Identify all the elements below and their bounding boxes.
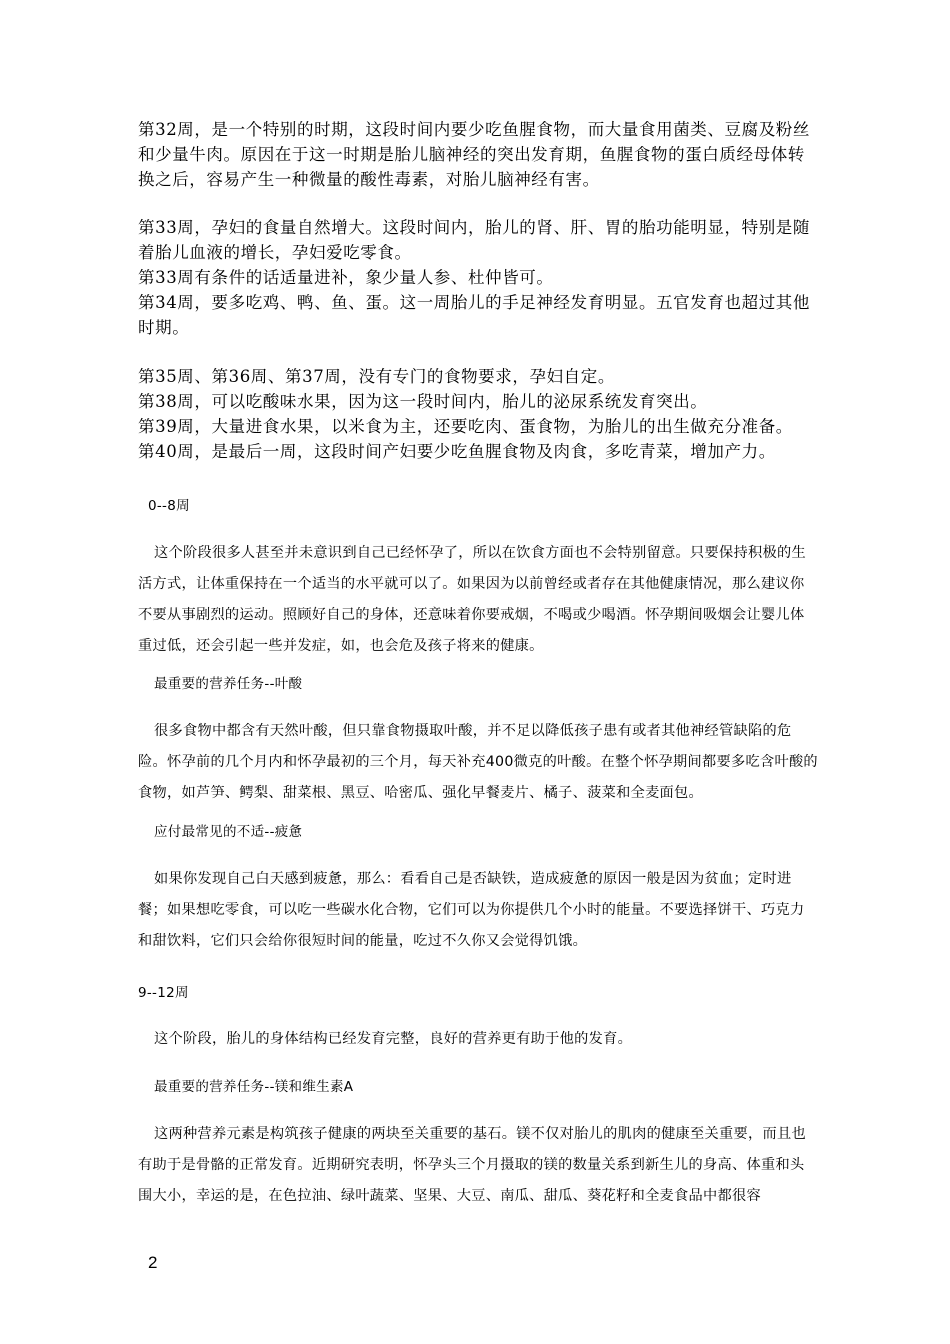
fatigue-paragraph: 如果你发现自己白天感到疲惫，那么：看看自己是否缺铁，造成疲惫的原因一般是因为贫血；定时进餐；如果想吃零食，可以吃一些碳水化合物，它们可以为你提供几个小时的能量。不要选择饼干、巧克力和甜饮料，它们只会给你很短时间的能量，吃过不久你又会觉得饥饿。 [138, 871, 805, 949]
heading-weeks-0-8: 0--8周 [148, 498, 190, 514]
heading-weeks-9-12: 9--12周 [138, 985, 189, 1001]
week33-paragraph: 第33周，孕妇的食量自然增大。这段时间内，胎儿的肾、肝、胃的胎功能明显，特别是随着胎儿血液的增长，孕妇爱吃零食。 [138, 218, 810, 262]
week40-paragraph: 第40周，是最后一周，这段时间产妇要少吃鱼腥食物及肉食，多吃青菜，增加产力。 [138, 442, 776, 461]
weeks-9-12-paragraph: 这个阶段，胎儿的身体结构已经发育完整，良好的营养更有助于他的发育。 [154, 1031, 633, 1047]
heading-folic-acid: 最重要的营养任务--叶酸 [154, 676, 303, 692]
week34-paragraph: 第34周，要多吃鸡、鸭、鱼、蛋。这一周胎儿的手足神经发育明显。五官发育也超过其他时期。 [138, 293, 810, 337]
magnesium-paragraph: 这两种营养元素是构筑孩子健康的两块至关重要的基石。镁不仅对胎儿的肌肉的健康至关重要，而且也有助于是骨骼的正常发育。近期研究表明，怀孕头三个月摄取的镁的数量关系到新生儿的身高、体重和头围大小，幸运的是，在色拉油、绿叶蔬菜、坚果、大豆、南瓜、甜瓜、葵花籽和全麦食品中都很容 [138, 1126, 806, 1204]
week32-paragraph: 第32周，是一个特别的时期，这段时间内要少吃鱼腥食物，而大量食用菌类、豆腐及粉丝和少量牛肉。原因在于这一时期是胎儿脑神经的突出发育期，鱼腥食物的蛋白质经母体转换之后，容易产生一种微量的酸性毒素，对胎儿脑神经有害。 [138, 120, 810, 189]
page-number: 2 [148, 1253, 158, 1272]
week38-paragraph: 第38周，可以吃酸味水果，因为这一段时间内，胎儿的泌尿系统发育突出。 [138, 392, 708, 411]
folic-acid-paragraph: 很多食物中都含有天然叶酸，但只靠食物摄取叶酸，并不足以降低孩子患有或者其他神经管缺陷的危险。怀孕前的几个月内和怀孕最初的三个月，每天补充400微克的叶酸。在整个怀孕期间都要多吃含叶酸的食物，如芦笋、鳄梨、甜菜根、黑豆、哈密瓜、强化早餐麦片、橘子、菠菜和全麦面包。 [138, 723, 818, 801]
week39-paragraph: 第39周，大量进食水果，以米食为主，还要吃肉、蛋食物，为胎儿的出生做充分准备。 [138, 417, 793, 436]
heading-magnesium-vitamin-a: 最重要的营养任务--镁和维生素A [154, 1079, 354, 1095]
week33-supplement-paragraph: 第33周有条件的话适量进补，象少量人参、杜仲皆可。 [138, 268, 554, 287]
heading-fatigue: 应付最常见的不适--疲惫 [154, 824, 303, 840]
weeks-0-8-paragraph: 这个阶段很多人甚至并未意识到自己已经怀孕了，所以在饮食方面也不会特别留意。只要保持积极的生活方式，让体重保持在一个适当的水平就可以了。如果因为以前曾经或者存在其他健康情况，那么建议你不要从事剧烈的运动。照顾好自己的身体，还意味着你要戒烟，不喝或少喝酒。怀孕期间吸烟会让婴儿体重过低，还会引起一些并发症，如，也会危及孩子将来的健康。 [138, 545, 806, 654]
week35-37-paragraph: 第35周、第36周、第37周，没有专门的食物要求，孕妇自定。 [138, 367, 615, 386]
